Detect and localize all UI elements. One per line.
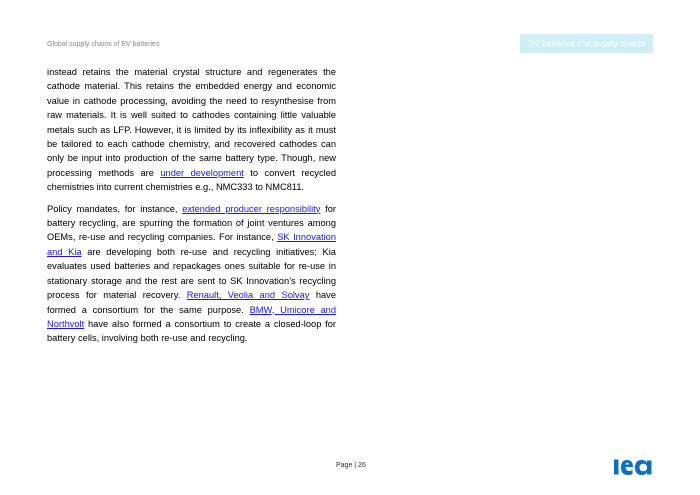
link-renault-veolia-solvay[interactable]: Renault, Veolia and Solvay (186, 290, 310, 301)
link-bmw-umicore-northvolt[interactable]: BMW, Umicore and Northvolt (47, 304, 337, 329)
text-span: have formed a consortium for the same purpose. (47, 290, 336, 315)
text-span: have also formed a consortium to create a closed-loop for battery cells, involving both re-use and recycling. (47, 318, 336, 344)
link-under-development[interactable]: under development (160, 167, 244, 178)
body-text (47, 65, 336, 353)
paragraph (47, 65, 336, 195)
link-sk-innovation-kia[interactable]: SK Innovation and Kia (47, 232, 336, 257)
text-span: Policy mandates, for instance, (47, 203, 183, 214)
section-tab: EV batteries and supply chains (520, 34, 653, 53)
page-number: Page | 26 (336, 462, 366, 469)
text-span: instead retains the material crystal structure and regenerates the cathode material. This retains the embedded energy and economic value in cathode processing, avoiding the need to resynthesise from raw materials. It is well suited to cathodes containing little valuable metals such as LFP. However, it is limited by its inflexibility as it must be tailored to each cathode chemistry, and recovered cathodes can only be input into production of the same battery type. Though, new processing methods are (47, 67, 336, 178)
running-header: Global supply chains of EV batteries (47, 41, 160, 48)
text-span: are developing both re-use and recycling initiatives; Kia evaluates used batteries and repackages ones suitable for re-use in stationary storage and the rest are sent to SK Innovation’s recycling process for material recovery. (47, 246, 336, 301)
paragraph (47, 202, 336, 346)
text-span: to convert recycled chemistries into current chemistries e.g., NMC333 to NMC811. (47, 167, 336, 193)
iea-logo (613, 456, 653, 475)
link-extended-producer-responsibility[interactable]: extended producer responsibility (182, 203, 321, 214)
text-span: for battery recycling, are spurring the formation of joint ventures among OEMs, re-use and recycling companies. For instance, (47, 203, 336, 243)
